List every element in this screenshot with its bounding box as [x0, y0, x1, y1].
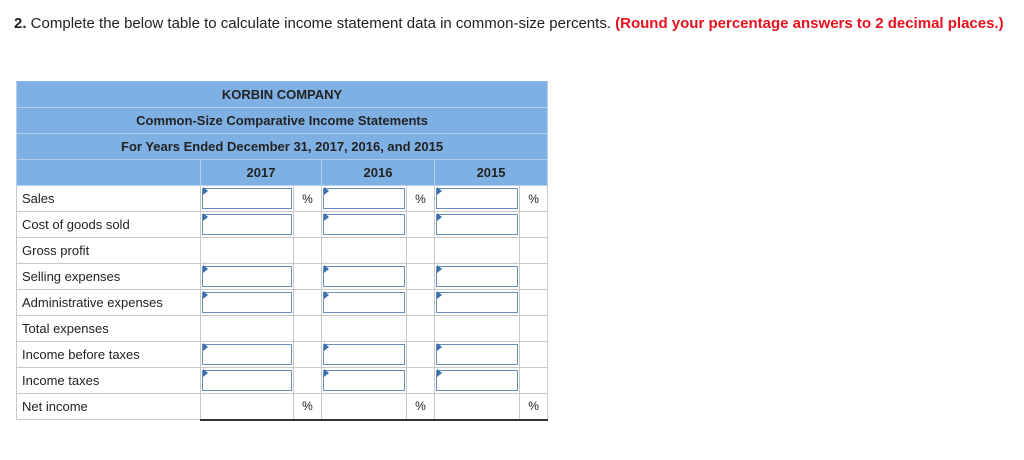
- empty-cell: [407, 290, 435, 316]
- net-income-2017-cell: [201, 394, 294, 420]
- rounding-note: (Round your percentage answers to 2 decimal places.): [615, 15, 1004, 32]
- cogs-2016-input[interactable]: [323, 214, 405, 235]
- cogs-2016-cell: [322, 212, 407, 238]
- cogs-2017-cell: [201, 212, 294, 238]
- admin-2015-cell: [435, 290, 520, 316]
- percent-sign: %: [294, 186, 322, 212]
- taxes-2016-cell: [322, 368, 407, 394]
- ibt-2017-cell: [201, 342, 294, 368]
- taxes-2017-input[interactable]: [202, 370, 292, 391]
- empty-cell: [407, 238, 435, 264]
- empty-cell: [435, 238, 520, 264]
- ibt-2015-input[interactable]: [436, 344, 518, 365]
- empty-cell: [322, 238, 407, 264]
- empty-cell: [520, 368, 548, 394]
- cogs-2017-input[interactable]: [202, 214, 292, 235]
- admin-2016-input[interactable]: [323, 292, 405, 313]
- question-number: 2.: [14, 15, 27, 32]
- selling-2017-cell: [201, 264, 294, 290]
- empty-cell: [294, 290, 322, 316]
- empty-cell: [520, 212, 548, 238]
- empty-cell: [435, 316, 520, 342]
- row-label-net-income: Net income: [17, 394, 201, 420]
- empty-cell: [407, 264, 435, 290]
- cogs-2015-input[interactable]: [436, 214, 518, 235]
- taxes-2017-cell: [201, 368, 294, 394]
- sales-2017-cell: [201, 186, 294, 212]
- selling-2016-input[interactable]: [323, 266, 405, 287]
- table-row: [17, 238, 548, 264]
- percent-sign: %: [520, 394, 548, 420]
- ibt-2017-input[interactable]: [202, 344, 292, 365]
- empty-cell: [407, 368, 435, 394]
- question-body: Complete the below table to calculate income statement data in common-size percents.: [26, 15, 616, 32]
- empty-cell: [407, 316, 435, 342]
- row-label-cost-of-goods-sold: Cost of goods sold: [17, 212, 201, 238]
- empty-cell: [201, 238, 294, 264]
- admin-2016-cell: [322, 290, 407, 316]
- year-header-blank: [17, 160, 201, 186]
- selling-2017-input[interactable]: [202, 266, 292, 287]
- table-row: [17, 368, 548, 394]
- row-label-sales: Sales: [17, 186, 201, 212]
- empty-cell: [294, 342, 322, 368]
- taxes-2016-input[interactable]: [323, 370, 405, 391]
- row-label-selling-expenses: Selling expenses: [17, 264, 201, 290]
- table-row: [17, 316, 548, 342]
- row-label-gross-profit: Gross profit: [17, 238, 201, 264]
- question-text: [14, 14, 1014, 33]
- table-row: [17, 264, 548, 290]
- net-income-2015-cell: [435, 394, 520, 420]
- empty-cell: [294, 212, 322, 238]
- taxes-2015-cell: [435, 368, 520, 394]
- table-row: [17, 186, 548, 212]
- admin-2017-cell: [201, 290, 294, 316]
- percent-sign: %: [407, 186, 435, 212]
- statement-period: For Years Ended December 31, 2017, 2016, and 2015: [17, 134, 548, 160]
- percent-sign: %: [294, 394, 322, 420]
- row-label-total-expenses: Total expenses: [17, 316, 201, 342]
- empty-cell: [294, 316, 322, 342]
- year-header-2015: 2015: [435, 160, 548, 186]
- selling-2016-cell: [322, 264, 407, 290]
- row-label-income-taxes: Income taxes: [17, 368, 201, 394]
- company-name: KORBIN COMPANY: [17, 82, 548, 108]
- empty-cell: [294, 368, 322, 394]
- sales-2015-cell: [435, 186, 520, 212]
- table-row: [17, 290, 548, 316]
- percent-sign: %: [407, 394, 435, 420]
- selling-2015-input[interactable]: [436, 266, 518, 287]
- empty-cell: [322, 316, 407, 342]
- admin-2017-input[interactable]: [202, 292, 292, 313]
- taxes-2015-input[interactable]: [436, 370, 518, 391]
- ibt-2015-cell: [435, 342, 520, 368]
- empty-cell: [294, 264, 322, 290]
- table-row: [17, 212, 548, 238]
- sales-2016-input[interactable]: [323, 188, 405, 209]
- empty-cell: [520, 290, 548, 316]
- sales-2017-input[interactable]: [202, 188, 292, 209]
- empty-cell: [294, 238, 322, 264]
- empty-cell: [520, 316, 548, 342]
- year-header-2016: 2016: [322, 160, 435, 186]
- selling-2015-cell: [435, 264, 520, 290]
- empty-cell: [407, 212, 435, 238]
- empty-cell: [201, 316, 294, 342]
- empty-cell: [520, 342, 548, 368]
- admin-2015-input[interactable]: [436, 292, 518, 313]
- row-label-administrative-expenses: Administrative expenses: [17, 290, 201, 316]
- cogs-2015-cell: [435, 212, 520, 238]
- income-statement-table: [16, 81, 548, 421]
- table-row: [17, 342, 548, 368]
- empty-cell: [520, 264, 548, 290]
- empty-cell: [407, 342, 435, 368]
- percent-sign: %: [520, 186, 548, 212]
- statement-title: Common-Size Comparative Income Statements: [17, 108, 548, 134]
- table-row: [17, 394, 548, 420]
- year-header-2017: 2017: [201, 160, 322, 186]
- net-income-2016-cell: [322, 394, 407, 420]
- ibt-2016-cell: [322, 342, 407, 368]
- row-label-income-before-taxes: Income before taxes: [17, 342, 201, 368]
- ibt-2016-input[interactable]: [323, 344, 405, 365]
- sales-2016-cell: [322, 186, 407, 212]
- sales-2015-input[interactable]: [436, 188, 518, 209]
- empty-cell: [520, 238, 548, 264]
